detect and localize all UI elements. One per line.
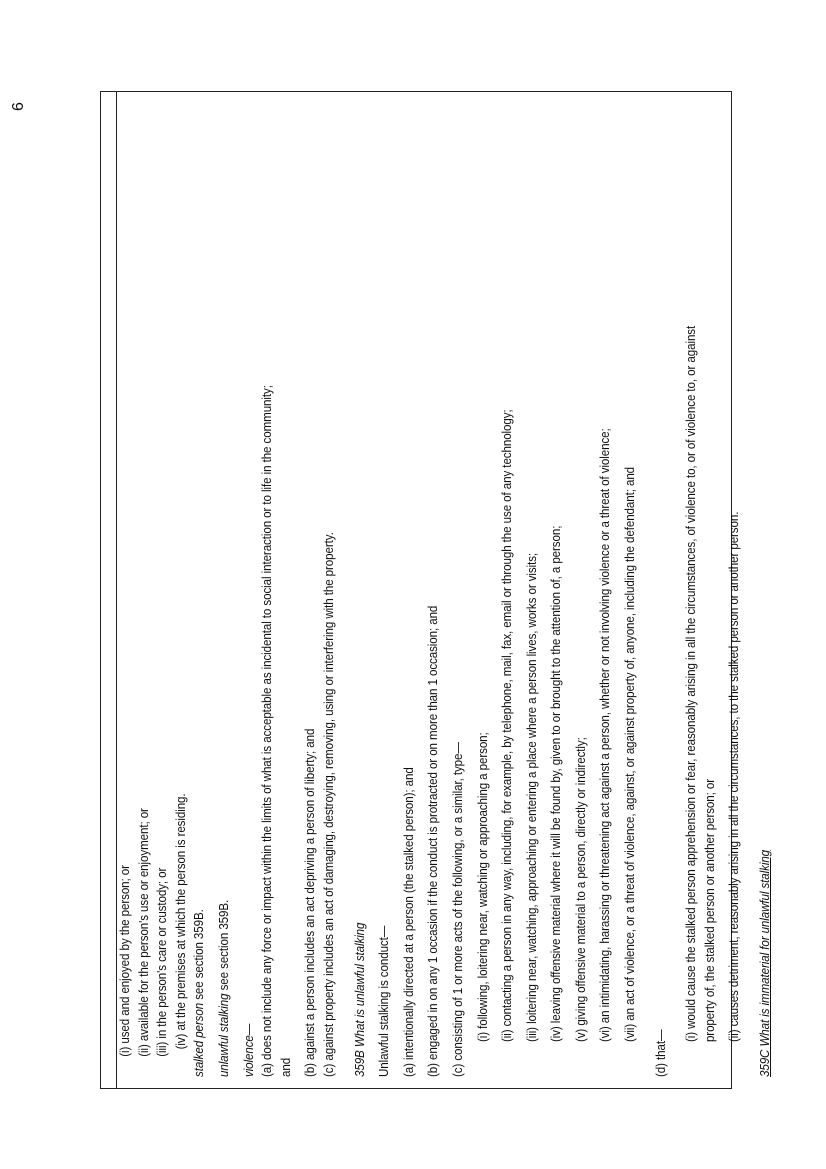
text-line: (c) consisting of 1 or more acts of the following, or a similar, type—: [450, 742, 465, 1077]
list-item: (ii) causes detriment, reasonably arising in all the circumstances, to the stalked person or another person.: [727, 511, 742, 1043]
text-line: (d) that—: [653, 1029, 668, 1077]
text-line: and: [278, 1057, 293, 1077]
page-number: 6: [10, 102, 27, 111]
text-line: (a) does not include any force or impact within the limits of what is acceptable as incidental to social interaction or to life in the community;: [260, 385, 275, 1077]
text-line: (b) engaged in on any 1 occasion if the conduct is protracted or on more than 1 occasion; and: [426, 605, 441, 1077]
list-item: property of, the stalked person or another person; or: [702, 778, 717, 1043]
definition-unlawful-stalking: [215, 175, 234, 1077]
legislation-text: [116, 175, 775, 1077]
definition-ref: see section 359B.: [216, 899, 231, 994]
text-line: (ii) available for the person's use or enjoyment; or: [136, 808, 151, 1057]
list-item: (vii) an act of violence, or a threat of violence, against, or against property of, anyone, including the defendant; and: [623, 466, 638, 1043]
text-line: (i) used and enjoyed by the person; or: [118, 865, 132, 1057]
list-item: (ii) contacting a person in any way, including, for example, by telephone, mail, fax, email or through the use of any technology;: [500, 409, 515, 1043]
defined-term: unlawful stalking: [216, 993, 231, 1077]
section-heading-359b: 359B What is unlawful stalking: [352, 922, 367, 1077]
list-item: (i) would cause the stalked person apprehension or fear, reasonably arising in all the circumstances, of violence to, or of violence to, or against: [684, 325, 699, 1043]
list-item: (iii) loitering near, watching, approaching or entering a place where a person lives, works or visits;: [524, 552, 539, 1043]
definition-stalked-person: [190, 175, 209, 1077]
text-line: (iv) at the premises at which the person is residing.: [173, 793, 188, 1050]
text-line: (iii) in the person's care or custody; or: [155, 867, 170, 1057]
list-item: (v) giving offensive material to a person, directly or indirectly;: [573, 737, 588, 1043]
text-line: Unlawful stalking is conduct—: [377, 925, 392, 1077]
defined-term: stalked person: [192, 1002, 207, 1077]
list-item: (i) following, loitering near, watching or approaching a person;: [475, 732, 490, 1043]
text-line: (a) intentionally directed at a person (the stalked person); and: [401, 767, 416, 1077]
section-heading-359c: 359C What is immaterial for unlawful stalking: [758, 849, 773, 1077]
text-line: (c) against property includes an act of damaging, destroying, removing, using or interfering with the property.: [321, 532, 336, 1077]
definition-ref: see section 359B.: [192, 909, 207, 1003]
list-item: (iv) leaving offensive material where it will be found by, given to or brought to the attention of, a person;: [549, 525, 564, 1043]
list-item: (vi) an intimidating, harassing or threatening act against a person, whether or not involving violence or a threat of violence;: [598, 428, 613, 1043]
left-column-cell: [101, 92, 117, 1088]
text-line: (b) against a person includes an act depriving a person of liberty; and: [303, 728, 318, 1077]
definition-violence: violence—: [241, 1023, 256, 1077]
